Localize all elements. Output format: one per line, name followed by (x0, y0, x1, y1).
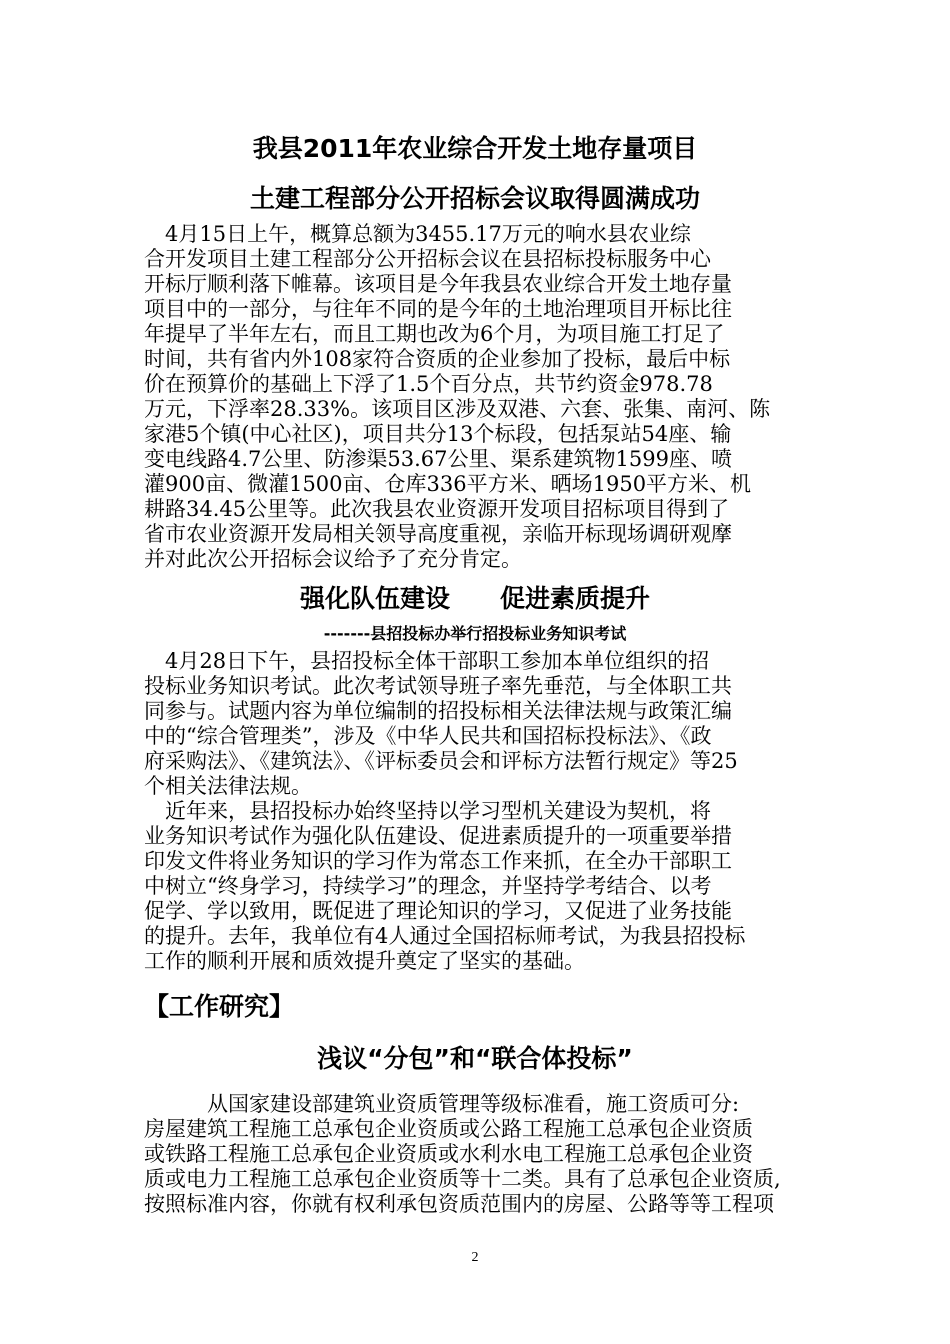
article1-line: 万元，下浮率28.33%。该项目区涉及双港、六套、张集、南河、陈 (144, 397, 771, 421)
article2-line: 投标业务知识考试。此次考试领导班子率先垂范，与全体职工共 (144, 674, 732, 698)
article1-line: 合开发项目土建工程部分公开招标会议在县招标投标服务中心 (144, 247, 711, 271)
article1-line: 价在预算价的基础上下浮了1.5个百分点，共节约资金978.78 (144, 372, 713, 396)
article1-line: 省市农业资源开发局相关领导高度重视，亲临开标现场调研观摩 (144, 522, 732, 546)
article2-line: 促学、学以致用，既促进了理论知识的学习，又促进了业务技能 (144, 899, 732, 923)
page-number: 2 (471, 1250, 479, 1265)
article2-line: 府采购法》、《建筑法》、《评标委员会和评标方法暂行规定》等25 (144, 749, 738, 773)
article1-title-line1: 我县2011年农业综合开发土地存量项目 (252, 134, 698, 163)
article2-line: 个相关法律法规。 (144, 774, 312, 798)
article3-line: 或铁路工程施工总承包企业资质或水利水电工程施工总承包企业资 (144, 1142, 753, 1166)
article2-title: 强化队伍建设 促进素质提升 (299, 584, 650, 613)
article2-line: 同参与。试题内容为单位编制的招投标相关法律法规与政策汇编 (144, 699, 732, 723)
article1-line: 开标厅顺利落下帷幕。该项目是今年我县农业综合开发土地存量 (144, 272, 732, 296)
article1-line: 时间，共有省内外108家符合资质的企业参加了投标，最后中标 (144, 347, 731, 371)
article2-line: 4月28日下午，县招投标全体干部职工参加本单位组织的招 (144, 649, 710, 673)
article2-line: 近年来，县招投标办始终坚持以学习型机关建设为契机，将 (144, 799, 711, 823)
article1-title-line2: 土建工程部分公开招标会议取得圆满成功 (249, 184, 700, 213)
article1-line: 年提早了半年左右，而且工期也改为6个月，为项目施工打足了 (144, 322, 725, 346)
article2-line: 中树立“终身学习，持续学习”的理念，并坚持学考结合、以考 (144, 874, 712, 898)
article1-line: 灌900亩、微灌1500亩、仓库336平方米、晒场1950平方米、机 (144, 472, 752, 496)
article1-line: 并对此次公开招标会议给予了充分肯定。 (144, 547, 522, 571)
article1-line: 4月15日上午，概算总额为3455.17万元的响水县农业综 (144, 222, 691, 246)
article1-line: 耕路34.45公里等。此次我县农业资源开发项目招标项目得到了 (144, 497, 730, 521)
article2-line: 的提升。去年，我单位有4人通过全国招标师考试，为我县招投标 (144, 924, 746, 948)
article1-line: 变电线路4.7公里、防渗渠53.67公里、渠系建筑物1599座、喷 (144, 447, 732, 471)
article3-line: 房屋建筑工程施工总承包企业资质或公路工程施工总承包企业资质 (144, 1117, 753, 1141)
article2-line: 印发文件将业务知识的学习作为常态工作来抓，在全办干部职工 (144, 849, 732, 873)
article2-line: 工作的顺利开展和质效提升奠定了坚实的基础。 (144, 949, 585, 973)
article3-line: 质或电力工程施工总承包企业资质等十二类。具有了总承包企业资质, (144, 1167, 781, 1191)
article2-line: 中的“综合管理类”，涉及《中华人民共和国招标投标法》、《政 (144, 724, 712, 748)
article1-line: 家港5个镇(中心社区)，项目共分13个标段，包括泵站54座、输 (144, 422, 732, 446)
article2-line: 业务知识考试作为强化队伍建设、促进素质提升的一项重要举措 (144, 824, 732, 848)
article3-line: 按照标准内容，你就有权利承包资质范围内的房屋、公路等等工程项 (144, 1192, 774, 1216)
article3-line: 从国家建设部建筑业资质管理等级标准看，施工资质可分: (144, 1092, 740, 1116)
article1-line: 项目中的一部分，与往年不同的是今年的土地治理项目开标比往 (144, 297, 732, 321)
article2-subtitle: -------县招投标办举行招投标业务知识考试 (323, 624, 627, 643)
section-heading: 【工作研究】 (144, 992, 295, 1021)
article3-title: 浅议“分包”和“联合体投标” (317, 1044, 633, 1073)
